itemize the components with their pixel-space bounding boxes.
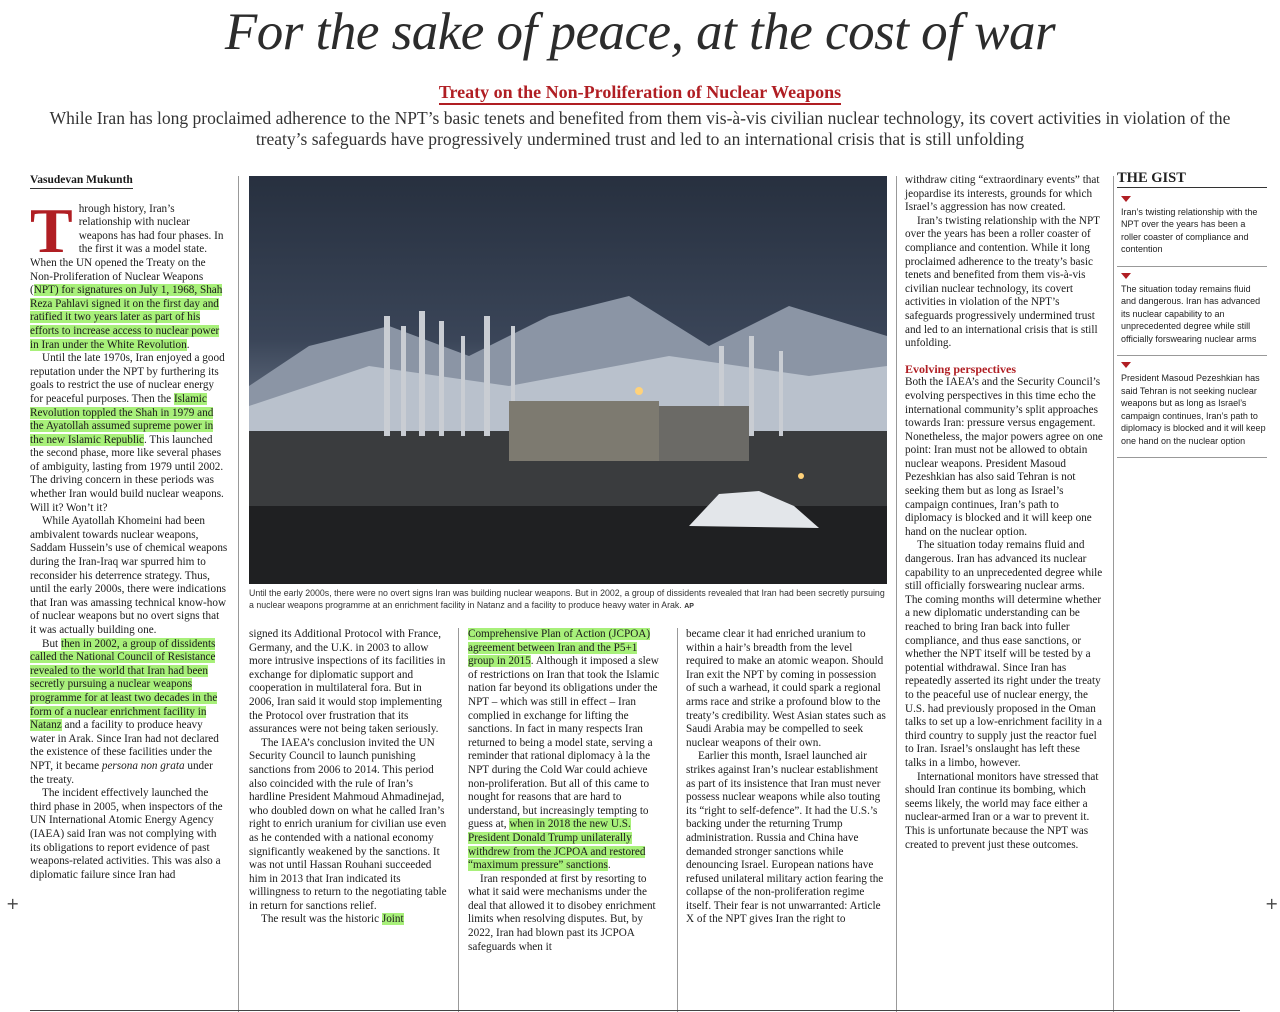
facility-photo bbox=[249, 176, 887, 584]
paragraph bbox=[30, 638, 228, 788]
paragraph: Earlier this month, Israel launched air strikes against Iran’s nuclear establishment as part of its insistence that Iran must never possess nuclear weapons while also touting its “right to self-defence”. It had the U.S.’s backing under the returning Trump administration. Russia and China have demanded stronger sanctions while denouncing Israel. European nations have refused unilateral military action fearing the collapse of the non-proliferation regime itself. Their fear is not unwarranted: Article X of the NPT gives Iran the right to bbox=[686, 750, 884, 926]
gist-text: Iran’s twisting relationship with the NPT over the years has been a roller coaster of compliance and contention bbox=[1121, 206, 1258, 254]
gist-text: President Masoud Pezeshkian has said Tehran is not seeking nuclear weapons but as long as Israel’s campaign continues, Iran’s path to diplomacy is blocked and it will keep one hand on the nuclear option bbox=[1121, 373, 1266, 446]
paragraph: While Ayatollah Khomeini had been ambivalent towards nuclear weapons, Saddam Hussein’s use of chemical weapons during the Iran-Iraq war spurred him to reconsider his deterrence strategy. Thus, until the early 2000s, there were indications that Iran was amassing technical know-how of nuclear weapons but no overt signs that it was actually building one. bbox=[30, 515, 228, 636]
column-rule bbox=[677, 628, 678, 1012]
text: But bbox=[42, 637, 61, 650]
paragraph: The IAEA’s conclusion invited the UN Security Council to launch punishing sanctions from 2006 to 2014. This period also coincided with the rule of Iran’s hardline President Mahmoud Ahmadinejad, who doubled down on what he called Iran’s right to enrich uranium for civilian use even as he contended with a national economy significantly weakened by the sanctions. It was not until Hassan Rouhani succeeded him in 2013 that Iran indicated its willingness to return to the negotiating table in return for sanctions relief. bbox=[249, 736, 447, 912]
paragraph: Both the IAEA’s and the Security Council’s evolving perspectives in this time echo the international community’s split approaches towards Iran: pressure versus engagement. Nonetheless, the major powers agree on one point: Iran must not be allowed to obtain nuclear weapons. President Masoud Pezeshkian has also said Tehran is not seeking them but as long as Israel’s campaign continues, Iran’s path to diplomacy is blocked and it will keep one hand on the nuclear option. bbox=[905, 376, 1103, 538]
gist-item bbox=[1117, 267, 1267, 357]
paragraph: International monitors have stressed that should Iran continue its bombing, which seems likely, the world may face either a nuclear-armed Iran or a war to prevent it. This is unfortunate because the NPT was created to prevent just these outcomes. bbox=[905, 770, 1099, 851]
crop-mark-icon: + bbox=[1265, 894, 1279, 913]
byline: Vasudevan Mukunth bbox=[30, 174, 133, 189]
paragraph: signed its Additional Protocol with France, Germany, and the U.K. in 2003 to allow more intrusive inspections of its facilities in exchange for diplomatic support and cooperation in multilateral fora. But in 2006, Iran said it would stop implementing the Protocol over frustration that its assurances were not being taken seriously. bbox=[249, 628, 446, 736]
italic-text: persona non grata bbox=[101, 759, 185, 772]
photo-illustration bbox=[249, 176, 887, 584]
column-2 bbox=[249, 628, 447, 927]
crop-mark-icon: + bbox=[6, 894, 20, 913]
caption-text: Until the early 2000s, there were no overt signs Iran was building nuclear weapons. But in 2002, a group of dissidents revealed that Iran had been secretly pursuing a nuclear weapons programme at an enrichment facility in Natanz and a facility to produce heavy water in Arak. bbox=[249, 588, 885, 610]
section-heading: Evolving perspectives bbox=[905, 361, 1016, 376]
paragraph bbox=[30, 352, 228, 515]
text: . bbox=[186, 338, 190, 351]
paragraph: became clear it had enriched uranium to within a hair’s breadth from the level required to make an atomic weapon. Should Iran exit the NPT by coming in possession of such a warhead, it could spark a regional arms race and strike a profound blow to the treaty’s credibility. West Asian states such as Saudi Arabia may be compelled to seek nuclear weapons of their own. bbox=[686, 628, 886, 749]
paragraph: The situation today remains fluid and dangerous. Iran has advanced its nuclear capability to an unprecedented degree while still officially forswearing nuclear arms. The coming months will determine whether a new diplomatic understanding can be reached to bring Iran back into fuller compliance, and thus ease sanctions, or whether the NPT itself will be tested by a potential withdrawal. Since Iran has repeatedly asserted its right under the treaty to the peaceful use of nuclear energy, the U.S. had previously proposed in the Oman talks to set up a low-enrichment facility in a third country to supply just the reactor fuel to Iran. Israel’s onslaught has left these talks in a limbo, however. bbox=[905, 539, 1103, 769]
drop-cap: T bbox=[30, 194, 73, 266]
paragraph: Iran’s twisting relationship with the NPT over the years has been a roller coaster of compliance and contention. While it long proclaimed adherence to the treaty’s basic tenets and benefited from them vis-à-vis civilian nuclear technology, its covert activities in violation of the NPT’s safeguards progressively undermined trust and led to an international crisis that is still unfolding. bbox=[905, 214, 1100, 350]
column-1 bbox=[30, 174, 228, 882]
highlight: then in 2002, a group of dissidents called the National Council of Resistance revealed to the world that Iran had been secretly pursuing a nuclear weapons programme for at least two decades in the form of a nuclear enrichment facility in Natanz bbox=[30, 637, 218, 732]
paragraph bbox=[30, 194, 228, 353]
gist-item bbox=[1117, 190, 1267, 267]
highlight: NPT) for signatures on July 1, 1968, Shah Reza Pahlavi signed it on the first day and ratified it two years later as part of his efforts to increase access to nuclear power in Iran under the White Revolution bbox=[30, 284, 223, 351]
spacer bbox=[905, 351, 1103, 363]
highlight: when in 2018 the new U.S. President Donald Trump unilaterally withdrew from the JCPOA and restored “maximum pressure” sanctions bbox=[468, 818, 646, 872]
column-rule bbox=[1113, 176, 1114, 1012]
column-4 bbox=[686, 628, 886, 927]
paragraph: withdraw citing “extraordinary events” that jeopardise its interests, grounds for which Israel’s aggression has now created. bbox=[905, 174, 1100, 214]
deck: While Iran has long proclaimed adherence to the NPT’s basic tenets and benefited from them vis-à-vis civilian nuclear technology, its covert activities in violation of the treaty’s safeguards have progressively undermined trust and led to an international crisis that is still unfolding bbox=[49, 108, 1231, 149]
highlight: Comprehensive Plan of Action (JCPOA) agreement between Iran and the P5+1 group in 2015 bbox=[468, 628, 651, 668]
triangle-bullet-icon bbox=[1121, 273, 1131, 279]
text: Until the late 1970s, Iran enjoyed a good reputation under the NPT by furthering its goals to restrict the use of nuclear energy for peaceful purposes. Then the bbox=[30, 352, 225, 405]
photo-credit: AP bbox=[684, 602, 694, 610]
text: The result was the historic bbox=[261, 913, 382, 926]
photo-caption bbox=[249, 588, 887, 612]
highlight: Joint bbox=[381, 913, 404, 926]
gist-item bbox=[1117, 356, 1267, 458]
headline: For the sake of peace, at the cost of war bbox=[224, 3, 1056, 61]
gist-text: The situation today remains fluid and dangerous. Iran has advanced its nuclear capability to an unprecedented degree while still officially forswearing nuclear arms bbox=[1121, 283, 1261, 344]
paragraph: The incident effectively launched the third phase in 2005, when inspectors of the UN International Atomic Energy Agency (IAEA) said Iran was not complying with its obligations to report evidence of past weapons-related activities. This was also a diplomatic failure since Iran had bbox=[30, 787, 223, 881]
column-rule bbox=[238, 176, 239, 1012]
column-3 bbox=[468, 628, 666, 954]
text: . This launched the second phase, more like several phases of ambiguity, lasting from 1979 until 2002. The driving concern in these periods was whether Iran would build nuclear weapons. Will it? Won’t it? bbox=[30, 433, 224, 514]
paragraph bbox=[249, 913, 447, 927]
bottom-rule bbox=[30, 1010, 1240, 1011]
triangle-bullet-icon bbox=[1121, 362, 1131, 368]
text: and a facility to produce heavy water in Arak. Since Iran had not declared the existence of these facilities under the NPT, it became bbox=[30, 719, 219, 772]
column-5 bbox=[905, 174, 1103, 852]
paragraph bbox=[468, 628, 666, 873]
highlight: Islamic Revolution toppled the Shah in 1979 and the Ayatollah assumed supreme power in the new Islamic Republic bbox=[30, 392, 214, 446]
text: . Although it imposed a slew of restrictions on Iran that took the Islamic nation far beyond its obligations under the NPT – which was still in effect – Iran complied in exchange for lifting the sanctions. In fact in many respects Iran returned to being a model state, serving a reminder that rational diplomacy à la the NPT during the Cold War could achieve non-proliferation. But all of this came to nought for reasons that are hard to understand, but increasingly tempting to guess at, bbox=[468, 655, 660, 831]
column-rule bbox=[458, 628, 459, 1012]
kicker bbox=[0, 82, 1280, 103]
paragraph: Iran responded at first by resorting to what it said were mechanisms under the deal that allowed it to disobey enrichment limits when resolving disputes. But, by 2022, Iran had blown past its JCPOA safeguards when it bbox=[468, 872, 656, 953]
column-rule bbox=[896, 176, 897, 1012]
triangle-bullet-icon bbox=[1121, 196, 1131, 202]
text: under the treaty. bbox=[30, 759, 213, 786]
gist-sidebar bbox=[1117, 172, 1267, 458]
gist-title: THE GIST bbox=[1117, 172, 1267, 188]
text: hrough history, Iran’s relationship with nuclear weapons has had four phases. In the first it was a model state. When the UN opened the Treaty on the Non-Proliferation of Nuclear Weapons ( bbox=[30, 202, 224, 297]
text: . bbox=[607, 859, 611, 872]
kicker-text: Treaty on the Non-Proliferation of Nuclear Weapons bbox=[439, 82, 841, 105]
